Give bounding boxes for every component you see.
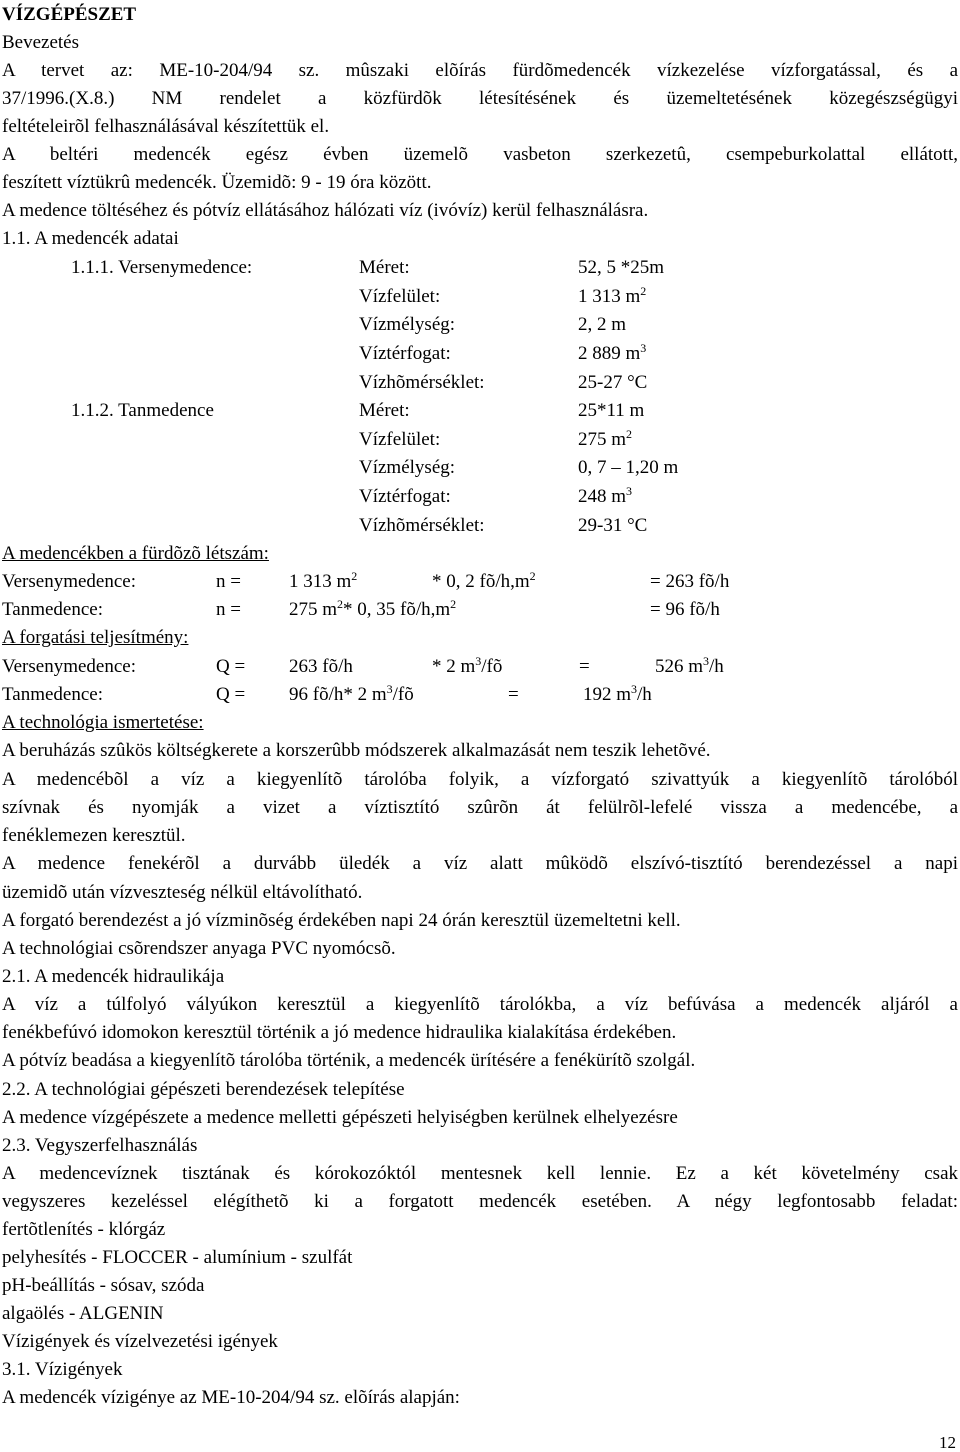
section-heading: 3.1. Vízigények bbox=[2, 1359, 123, 1380]
pool-attr-label: Vízfelület: bbox=[359, 429, 441, 450]
text-line: fenékbefúvó idomokon keresztül történik a jó medence hidraulika kialakítása érdekében. bbox=[2, 1022, 677, 1043]
document-heading: VÍZGÉPÉSZET bbox=[2, 4, 137, 25]
treatment-item: fertõtlenítés - klórgáz bbox=[2, 1219, 166, 1240]
pool-attr-value: 248 $m^3$ bbox=[578, 484, 633, 507]
calc-name: Tanmedence: bbox=[2, 684, 104, 705]
section-heading: 2.1. A medencék hidraulikája bbox=[2, 966, 225, 987]
intro-line: A tervet az: ME-10-204/94 sz. mûszaki elõírás fürdõmedencék vízkezelése vízforgatással, és a bbox=[2, 60, 958, 81]
pool-attr-label: Víztérfogat: bbox=[359, 343, 451, 364]
pool-attr-value: 275 $m^2$ bbox=[578, 427, 633, 450]
text-line: fenéklemezen keresztül. bbox=[2, 825, 186, 846]
text-line: A pótvíz beadása a kiegyenlítõ tárolóba történik, a medencék ürítésére a fenékürítõ szolgál. bbox=[2, 1050, 696, 1071]
section-heading: 2.2. A technológiai gépészeti berendezések telepítése bbox=[2, 1079, 405, 1100]
text-line: A beruházás szûkös költségkerete a korszerûbb módszerek alkalmazását nem teszik lehetõvé. bbox=[2, 740, 711, 761]
calc-result: = 96 fõ/h bbox=[650, 599, 720, 620]
pool-attr-label: Vízhõmérséklet: bbox=[359, 372, 485, 393]
calc-eq: = bbox=[508, 684, 519, 705]
calc-eq: Q = bbox=[216, 684, 246, 705]
pool-attr-label: Vízhõmérséklet: bbox=[359, 515, 485, 536]
calc-term: * 2 $m^3/fõ$ bbox=[432, 654, 503, 677]
calc-eq: n = bbox=[216, 599, 241, 620]
pool-attr-label: Vízfelület: bbox=[359, 286, 441, 307]
text-line: A víz a túlfolyó vályúkon keresztül a kiegyenlítõ tárolókba, a víz befúvása a medencék aljáról a bbox=[2, 994, 958, 1015]
calc-name: Versenymedence: bbox=[2, 571, 136, 592]
text-line: A medence vízgépészete a medence melletti gépészeti helyiségben kerülnek elhelyezésre bbox=[2, 1107, 678, 1128]
pool-name: 1.1.2. Tanmedence bbox=[71, 400, 214, 421]
intro-line: feltételeirõl felhasználásával készítettük el. bbox=[2, 116, 330, 137]
calc-result: = 263 fõ/h bbox=[650, 571, 730, 592]
calc-term: 96 fõ/h* 2 $m^3/fõ$ bbox=[289, 682, 414, 705]
intro-line: 37/1996.(X.8.) NM rendelet a közfürdõk létesítésének és üzemeltetésének közegészségügyi bbox=[2, 88, 958, 109]
calc-term: 1 313 $m^2$ bbox=[289, 569, 358, 592]
text-line: vegyszeres kezeléssel elégíthetõ ki a forgatott medencék esetében. A négy legfontosabb feladat: bbox=[2, 1191, 958, 1212]
pool-attr-value: 1 313 $m^2$ bbox=[578, 284, 647, 307]
pool-attr-label: Víztérfogat: bbox=[359, 486, 451, 507]
pool-attr-value: 25*11 m bbox=[578, 400, 645, 421]
pool-name: 1.1.1. Versenymedence: bbox=[71, 257, 253, 278]
page-number: 12 bbox=[939, 1433, 956, 1452]
intro-line: A beltéri medencék egész évben üzemelõ vasbeton szerkezetû, csempeburkolattal ellátott, bbox=[2, 144, 958, 165]
pool-attr-value: 2 889 $m^3$ bbox=[578, 341, 647, 364]
pool-attr-value: 0, 7 – 1,20 m bbox=[578, 457, 679, 478]
pool-attr-value: 52, 5 *25m bbox=[578, 257, 665, 278]
calc-name: Tanmedence: bbox=[2, 599, 104, 620]
pool-attr-value: 2, 2 m bbox=[578, 314, 627, 335]
calc-eq: n = bbox=[216, 571, 241, 592]
pool-attr-label: Vízmélység: bbox=[359, 457, 456, 478]
section-heading: 1.1. A medencék adatai bbox=[2, 228, 179, 249]
text-line: A medence fenekérõl a durvább üledék a víz alatt mûködõ elszívó-tisztító berendezéssel a napi bbox=[2, 853, 958, 874]
calc-eq: Q = bbox=[216, 656, 246, 677]
text-line: A technológiai csõrendszer anyaga PVC nyomócsõ. bbox=[2, 938, 396, 959]
treatment-item: pelyhesítés - FLOCCER - alumínium - szulfát bbox=[2, 1247, 353, 1268]
pool-attr-label: Méret: bbox=[359, 400, 410, 421]
bathers-heading: A medencékben a fürdõzõ létszám: bbox=[2, 543, 269, 564]
circulation-heading: A forgatási teljesítmény: bbox=[2, 627, 189, 648]
intro-line: feszített víztükrû medencék. Üzemidõ: 9 - 19 óra között. bbox=[2, 172, 432, 193]
text-line: A medencébõl a víz a kiegyenlítõ tárolóba folyik, a vízforgató szivattyúk a kiegyenlítõ tárolóból bbox=[2, 769, 958, 790]
pool-attr-label: Méret: bbox=[359, 257, 410, 278]
text-line: A medencék vízigénye az ME-10-204/94 sz. elõírás alapján: bbox=[2, 1387, 460, 1408]
treatment-item: pH-beállítás - sósav, szóda bbox=[2, 1275, 205, 1296]
pool-attr-value: 29-31 °C bbox=[578, 515, 648, 536]
calc-result: 526 $m^3/h$ bbox=[655, 654, 724, 677]
intro-label: Bevezetés bbox=[2, 32, 80, 53]
section-heading: Vízigények és vízelvezetési igények bbox=[2, 1331, 278, 1352]
calc-name: Versenymedence: bbox=[2, 656, 136, 677]
tech-heading: A technológia ismertetése: bbox=[2, 712, 204, 733]
calc-term: 263 fõ/h bbox=[289, 656, 353, 677]
calc-eq: = bbox=[579, 656, 590, 677]
calc-result: 192 $m^3/h$ bbox=[583, 682, 652, 705]
text-line: szívnak és nyomják a vizet a víztisztító szûrõn át felülrõl-lefelé vissza a medencébe, a bbox=[2, 797, 958, 818]
section-heading: 2.3. Vegyszerfelhasználás bbox=[2, 1135, 198, 1156]
text-line: üzemidõ után vízveszteség nélkül eltávolítható. bbox=[2, 882, 363, 903]
intro-line: A medence töltéséhez és pótvíz ellátásához hálózati víz (ivóvíz) kerül felhasználásra. bbox=[2, 200, 649, 221]
calc-term: * 0, 2 $fõ/h,m^2$ bbox=[432, 569, 536, 592]
pool-attr-label: Vízmélység: bbox=[359, 314, 456, 335]
pool-attr-value: 25-27 °C bbox=[578, 372, 648, 393]
text-line: A forgató berendezést a jó vízminõség érdekében napi 24 órán keresztül üzemeltetni kell. bbox=[2, 910, 681, 931]
calc-term: 275 $m^2*$ 0, 35 $fõ/h,m^2$ bbox=[289, 597, 457, 620]
text-line: A medencevíznek tisztának és kórokozóktól mentesnek kell lennie. Ez a két követelmény csak bbox=[2, 1163, 958, 1184]
treatment-item: algaölés - ALGENIN bbox=[2, 1303, 164, 1324]
